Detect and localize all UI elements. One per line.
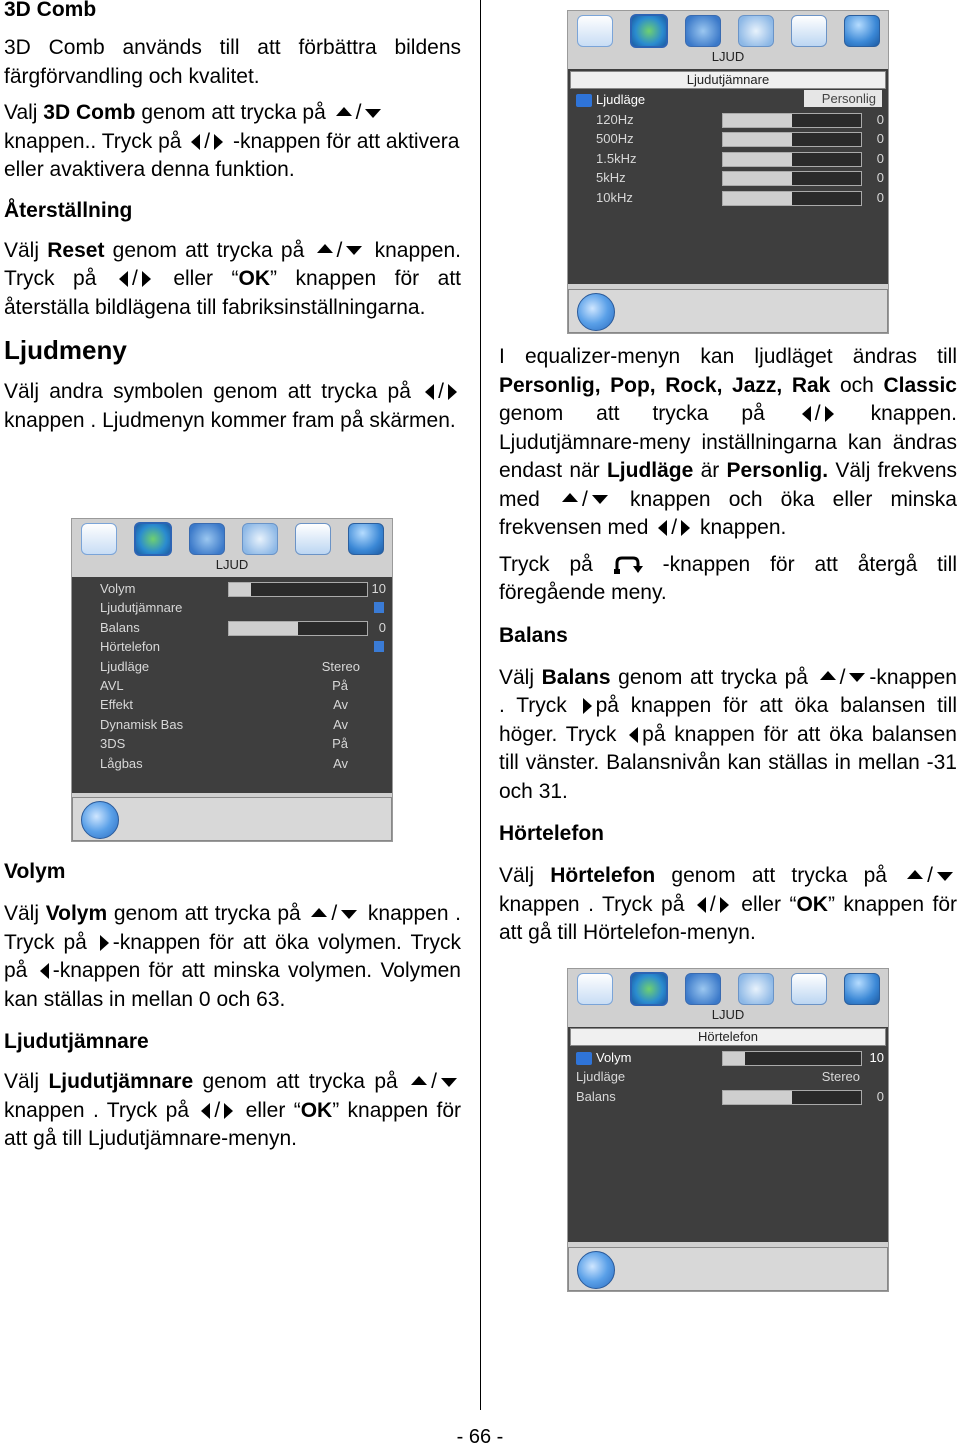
headphone-menu-screenshot (567, 968, 889, 1292)
return-paragraph: Tryck på -knappen för att återgå till föregående meny. (499, 552, 957, 604)
sound-menu-screenshot (71, 518, 393, 842)
menu-footer (568, 1247, 888, 1291)
heading-3d-comb: 3D Comb (4, 0, 97, 21)
menu-row-label: Balans (576, 1088, 616, 1104)
sound-menu-panel (72, 577, 392, 793)
mode-label: Ljudläge (596, 92, 646, 107)
menu-row (100, 598, 388, 617)
gear-icon (242, 523, 278, 555)
gear-icon (738, 15, 774, 47)
equalizer-info-paragraph: I equalizer-menyn kan ljudläget ändras till Personlig, Pop, Rock, Jazz, Rak och Classic genom att trycka på / knappen. Ljudutjämnare-meny inställningarna kan ändras endast när Ljudläge är Personlig. Välj frekvens med / knappen och öka eller minska frekvensen med / knappen. (499, 345, 957, 539)
heading-balance: Balans (499, 623, 568, 647)
checklist-icon (295, 523, 331, 555)
headphone-paragraph: Välj Hörtelefon genom att trycka på / knappen . Tryck på / eller “OK” knappen för att gå till Hörtelefon-menyn. (499, 864, 957, 944)
menu-row (576, 1087, 886, 1106)
home-icon (577, 15, 613, 47)
menu-row-value: På (332, 678, 348, 693)
menu-row (596, 149, 886, 168)
level-bar-fill (723, 114, 792, 127)
menu-row-value: 0 (876, 189, 884, 205)
menu-title: LJUD (215, 557, 249, 572)
left-arrow-icon (425, 384, 434, 400)
menu-row (100, 715, 388, 734)
menu-row (596, 168, 886, 187)
left-column (4, 0, 461, 435)
sound-icon (630, 14, 668, 48)
left-arrow-icon (697, 897, 706, 913)
checklist-icon (791, 973, 827, 1005)
menu-row (596, 188, 886, 207)
menu-row-label: Hörtelefon (100, 639, 160, 655)
menu-row (100, 579, 388, 598)
menu-row-value: 0 (378, 619, 386, 635)
menu-row-label: Volym (100, 581, 136, 596)
mode-row (576, 90, 882, 109)
menu-row-value: 0 (876, 1088, 884, 1104)
menu-title: LJUD (711, 1007, 745, 1022)
level-bar (722, 1090, 862, 1105)
menu-row-label: 120Hz (596, 112, 634, 127)
menu-row (100, 734, 388, 753)
level-bar (722, 152, 862, 167)
menu-row-value: Av (333, 755, 348, 771)
comb-paragraph-1: 3D Comb används till att förbättra bildens färgförvandling och kvalitet. (4, 36, 461, 88)
menu-row (576, 1067, 886, 1086)
tv-icon (844, 973, 880, 1005)
level-bar (722, 1051, 862, 1066)
menu-row-value: Av (333, 716, 348, 732)
menu-footer (72, 797, 392, 841)
submenu-icon (374, 641, 384, 652)
page-number: - 66 - (456, 1426, 504, 1448)
menu-subtitle: Ljudutjämnare (570, 71, 886, 89)
gear-icon (738, 973, 774, 1005)
menu-row-label: Ljudläge (576, 1069, 626, 1085)
up-arrow-icon (317, 244, 333, 253)
level-bar-fill (723, 1052, 745, 1065)
menu-row-value: På (332, 736, 348, 752)
level-bar-fill (723, 172, 792, 185)
menu-row-label: AVL (100, 678, 124, 693)
tv-icon (348, 523, 384, 555)
right-arrow-icon (720, 897, 729, 913)
left-arrow-icon (40, 963, 49, 979)
level-bar (722, 113, 862, 128)
heading-reset: Återställning (4, 198, 133, 222)
right-arrow-icon (825, 406, 834, 422)
down-arrow-icon (592, 495, 608, 504)
heading-sound-menu: Ljudmeny (4, 335, 127, 365)
home-icon (81, 523, 117, 555)
level-bar-fill (229, 583, 251, 596)
right-arrow-icon (448, 384, 457, 400)
menu-row (100, 754, 388, 773)
menu-row-label: Ljudläge (100, 658, 150, 674)
submenu-icon (374, 602, 384, 613)
menu-row (100, 657, 388, 676)
up-arrow-icon (907, 870, 923, 879)
headphone-menu-panel (568, 1027, 888, 1242)
left-arrow-icon (201, 1103, 210, 1119)
equalizer-menu-panel (568, 69, 888, 284)
level-bar-fill (723, 133, 792, 146)
menu-row-label: Lågbas (100, 755, 143, 771)
menu-subtitle: Hörtelefon (570, 1028, 886, 1046)
menu-row-value: 0 (876, 131, 884, 147)
left-arrow-icon (658, 520, 667, 536)
selected-icon (576, 94, 592, 107)
menu-row (596, 129, 886, 148)
menu-row-label: Ljudutjämnare (100, 600, 183, 616)
up-arrow-icon (820, 671, 836, 680)
left-arrow-icon (802, 406, 811, 422)
sound-icon (630, 972, 668, 1006)
down-arrow-icon (365, 109, 381, 118)
left-arrow-icon (629, 727, 638, 743)
heading-equalizer: Ljudutjämnare (4, 1030, 149, 1053)
heading-volume: Volym (4, 860, 66, 883)
up-arrow-icon (336, 107, 352, 116)
level-bar (722, 191, 862, 206)
menu-row-label: Balans (100, 619, 140, 635)
menu-row-label: Volym (576, 1048, 631, 1067)
checklist-icon (791, 15, 827, 47)
equalizer-menu-screenshot (567, 10, 889, 334)
menu-row-label: Dynamisk Bas (100, 716, 184, 732)
up-arrow-icon (311, 908, 327, 917)
menu-row-value: 0 (876, 112, 884, 127)
menu-row (100, 676, 388, 695)
menu-row-label: 1.5kHz (596, 150, 637, 166)
menu-icon-bar (72, 519, 392, 559)
left-column-lower (4, 858, 461, 1154)
right-column (499, 343, 957, 948)
sound-icon (134, 522, 172, 556)
menu-row-label: 5kHz (596, 170, 626, 186)
menu-row-value: Stereo (821, 1069, 860, 1085)
menu-title: LJUD (711, 49, 745, 64)
level-bar-fill (229, 622, 298, 635)
level-bar-fill (723, 192, 792, 205)
reset-paragraph: Välj Reset genom att trycka på / knappen. Tryck på / eller “OK” knappen för att återställa bildlägena till fabriksinställningarna. (4, 238, 462, 319)
menu-row-value: 10 (869, 1050, 884, 1065)
down-arrow-icon (937, 872, 953, 881)
users-icon (685, 15, 721, 47)
menu-row-label: 3DS (100, 736, 126, 752)
left-arrow-icon (119, 271, 128, 287)
equalizer-paragraph: Välj Ljudutjämnare genom att trycka på / knappen . Tryck på / eller “OK” knappen för att gå till Ljudutjämnare-menyn. (4, 1070, 461, 1150)
down-arrow-icon (341, 910, 357, 919)
right-arrow-icon (583, 698, 592, 714)
down-arrow-icon (346, 246, 362, 255)
comb-paragraph-2: Valj 3D Comb genom att trycka på / knappen.. Tryck på / -knappen för att aktivera eller avaktivera denna funktion. (4, 101, 460, 181)
ok-icon (577, 1251, 615, 1289)
menu-row-label: 10kHz (596, 189, 633, 205)
tv-icon (844, 15, 880, 47)
level-bar (722, 132, 862, 147)
menu-icon-bar (568, 11, 888, 51)
volume-paragraph: Välj Volym genom att trycka på / knappen . Tryck på -knappen för att öka volymen. Tryck på -knappen för att minska volymen. Volymen kan ställas in mellan 0 och 63. (4, 902, 461, 1011)
home-icon (577, 973, 613, 1005)
menu-row-label: Effekt (100, 697, 134, 713)
up-arrow-icon (562, 493, 578, 502)
level-bar-fill (723, 153, 792, 166)
down-arrow-icon (441, 1078, 457, 1087)
menu-row-label: 500Hz (596, 131, 634, 147)
level-bar (228, 582, 368, 597)
column-divider (480, 0, 481, 1410)
right-arrow-icon (681, 520, 690, 536)
selected-icon (576, 1052, 592, 1065)
menu-row (576, 1048, 886, 1067)
menu-icon-bar (568, 969, 888, 1009)
left-arrow-icon (191, 134, 200, 150)
heading-headphone: Hörtelefon (499, 822, 604, 845)
menu-row (100, 618, 388, 637)
down-arrow-icon (849, 673, 865, 682)
sound-paragraph: Välj andra symbolen genom att trycka på / knappen . Ljudmenyn kommer fram på skärmen. (4, 380, 456, 432)
right-arrow-icon (214, 134, 223, 150)
ok-icon (81, 801, 119, 839)
menu-row-value: Av (333, 697, 348, 713)
right-arrow-icon (100, 935, 109, 951)
menu-row (596, 110, 886, 129)
menu-row-value: 0 (876, 150, 884, 166)
level-bar-fill (723, 1091, 792, 1104)
menu-row-value: Stereo (321, 658, 360, 674)
level-bar (722, 171, 862, 186)
users-icon (685, 973, 721, 1005)
menu-row-value: 0 (876, 170, 884, 186)
mode-value: Personlig (804, 90, 882, 107)
up-arrow-icon (411, 1076, 427, 1085)
users-icon (189, 523, 225, 555)
menu-row (100, 695, 388, 714)
level-bar (228, 621, 368, 636)
return-icon (613, 555, 643, 575)
menu-row (100, 637, 388, 656)
menu-footer (568, 289, 888, 333)
ok-icon (577, 293, 615, 331)
balance-paragraph: Välj Balans genom att trycka på / -knappen . Tryck på knappen för att öka balansen till höger. Tryck på knappen för att öka balansen till vänster. Balansnivån kan ställas in mellan -31 och 31. (499, 665, 957, 803)
right-arrow-icon (142, 271, 151, 287)
menu-row-value: 10 (371, 581, 386, 596)
right-arrow-icon (224, 1103, 233, 1119)
